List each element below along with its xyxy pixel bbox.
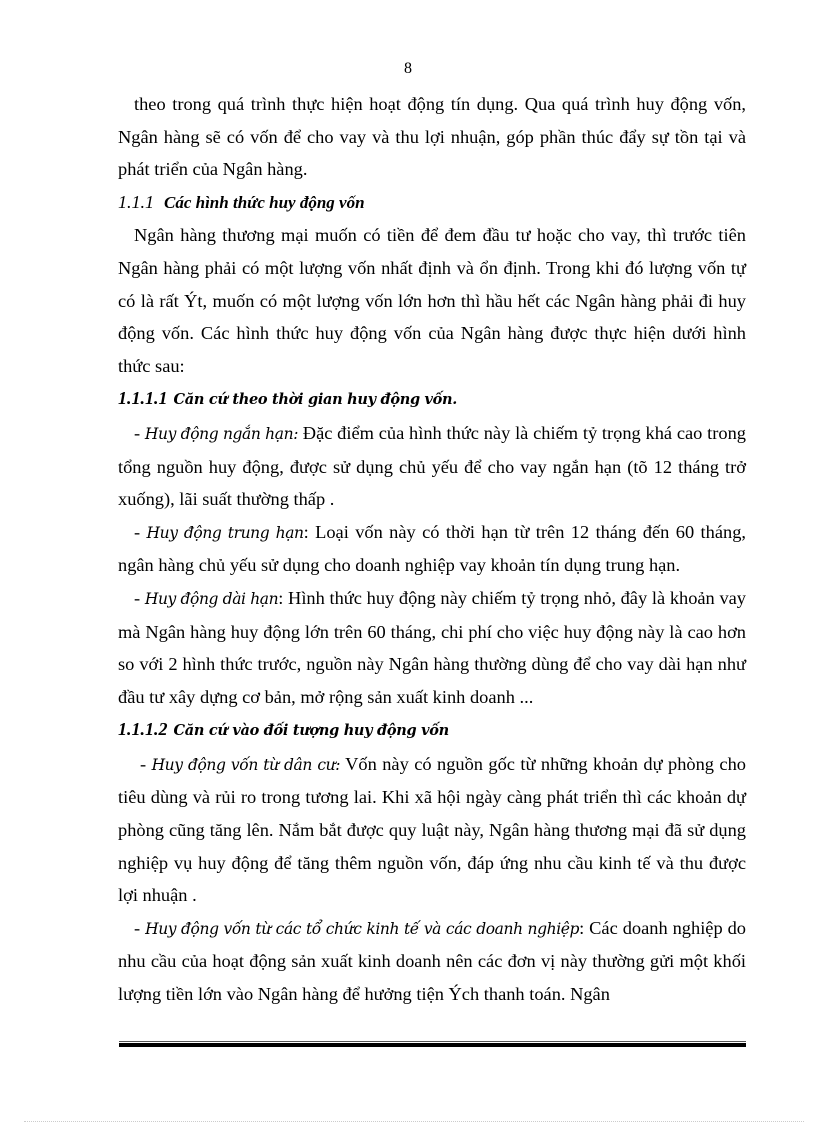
definition: Vốn này có nguồn gốc từ những khoản dự phòng cho tiêu dùng và rủi ro trong tương lai. Khi xã hội ngày càng phát triển thì các khoản dự phòng cũng tăng lên. Nắm bắt được quy luật này, Ngân hàng thương mại đã sử dụng nghiệp vụ huy động để tăng thêm nguồn vốn, đáp ứng nhu cầu kinh tế và thu được lợi nhuận . [118,753,746,906]
term: Huy động dài hạn [144,589,279,608]
section-heading-1-1-1 [118,186,746,220]
term: Huy động vốn từ các tổ chức kinh tế và các doanh nghiệp [145,919,580,938]
dash: - [134,521,147,542]
dash: - [134,587,145,608]
document-body [118,88,746,1011]
section-title: Các hình thức huy động vốn [164,192,365,212]
definition: : Loại vốn này có thời hạn từ trên 12 tháng đến 60 tháng, ngân hàng chủ yếu sử dụng cho doanh nghiệp vay khoản tín dụng trung hạn. [118,521,746,576]
list-item-residents [118,748,746,912]
section-title: Căn cứ theo thời gian huy động vốn. [173,391,458,409]
definition: : Các doanh nghiệp do nhu cầu của hoạt động sản xuất kinh doanh nên các đơn vị này thường gửi một khối lượng tiền lớn vào Ngân hàng để hưởng tiện Ých thanh toán. Ngân [118,917,747,1005]
list-item-organizations [118,912,746,1011]
definition: : Hình thức huy động này chiếm tỷ trọng nhỏ, đây là khoản vay mà Ngân hàng huy động lớn trên 60 tháng, chi phí cho việc huy động này là cao hơn so với 2 hình thức trước, nguồn này Ngân hàng thường dùng để cho vay dài hạn như đầu tư xây dựng cơ bản, mở rộng sản xuất kinh doanh ... [118,587,746,707]
term: Huy động ngắn hạn: [144,424,299,443]
list-item-medium-term [118,516,746,582]
dash: - [134,422,145,443]
page-edge-divider [24,1121,804,1122]
term: Huy động trung hạn [146,523,304,542]
section-title: Căn cứ vào đối tượng huy động vốn [173,722,449,740]
list-item-long-term [118,582,746,713]
section-paragraph: Ngân hàng thương mại muốn có tiền để đem đầu tư hoặc cho vay, thì trước tiên Ngân hàng phải có một lượng vốn nhất định và ổn định. Trong khi đó lượng vốn tự có là rất Ýt, muốn có một lượng vốn lớn hơn thì hầu hết các Ngân hàng phải đi huy động vốn. Các hình thức huy động vốn của Ngân hàng được thực hiện dưới hình thức sau: [118,225,746,376]
list-item-short-term [118,417,746,516]
intro-paragraph: theo trong quá trình thực hiện hoạt động tín dụng. Qua quá trình huy động vốn, Ngân hàng sẽ có vốn để cho vay và thu lợi nhuận, góp phần thúc đẩy sự tồn tại và phát triển của Ngân hàng. [118,94,746,180]
term: Huy động vốn từ dân cư: [151,755,341,774]
page-number: 8 [404,60,412,77]
section-heading-1-1-1-2 [118,713,746,748]
dash: - [140,753,152,774]
section-heading-1-1-1-1 [118,382,746,417]
definition: Đặc điểm của hình thức này là chiếm tỷ trọng khá cao trong tổng nguồn huy động, được sử dụng chủ yếu để cho vay ngắn hạn (tõ 12 tháng trở xuống), lãi suất thường thấp . [118,422,746,510]
section-number: 1.1.1 [118,191,154,212]
dash: - [134,917,146,938]
section-number: 1.1.1.2 [118,719,168,740]
section-number: 1.1.1.1 [118,388,168,409]
footer-rule-thin [119,1041,746,1042]
footer-rule-thick [119,1043,746,1047]
